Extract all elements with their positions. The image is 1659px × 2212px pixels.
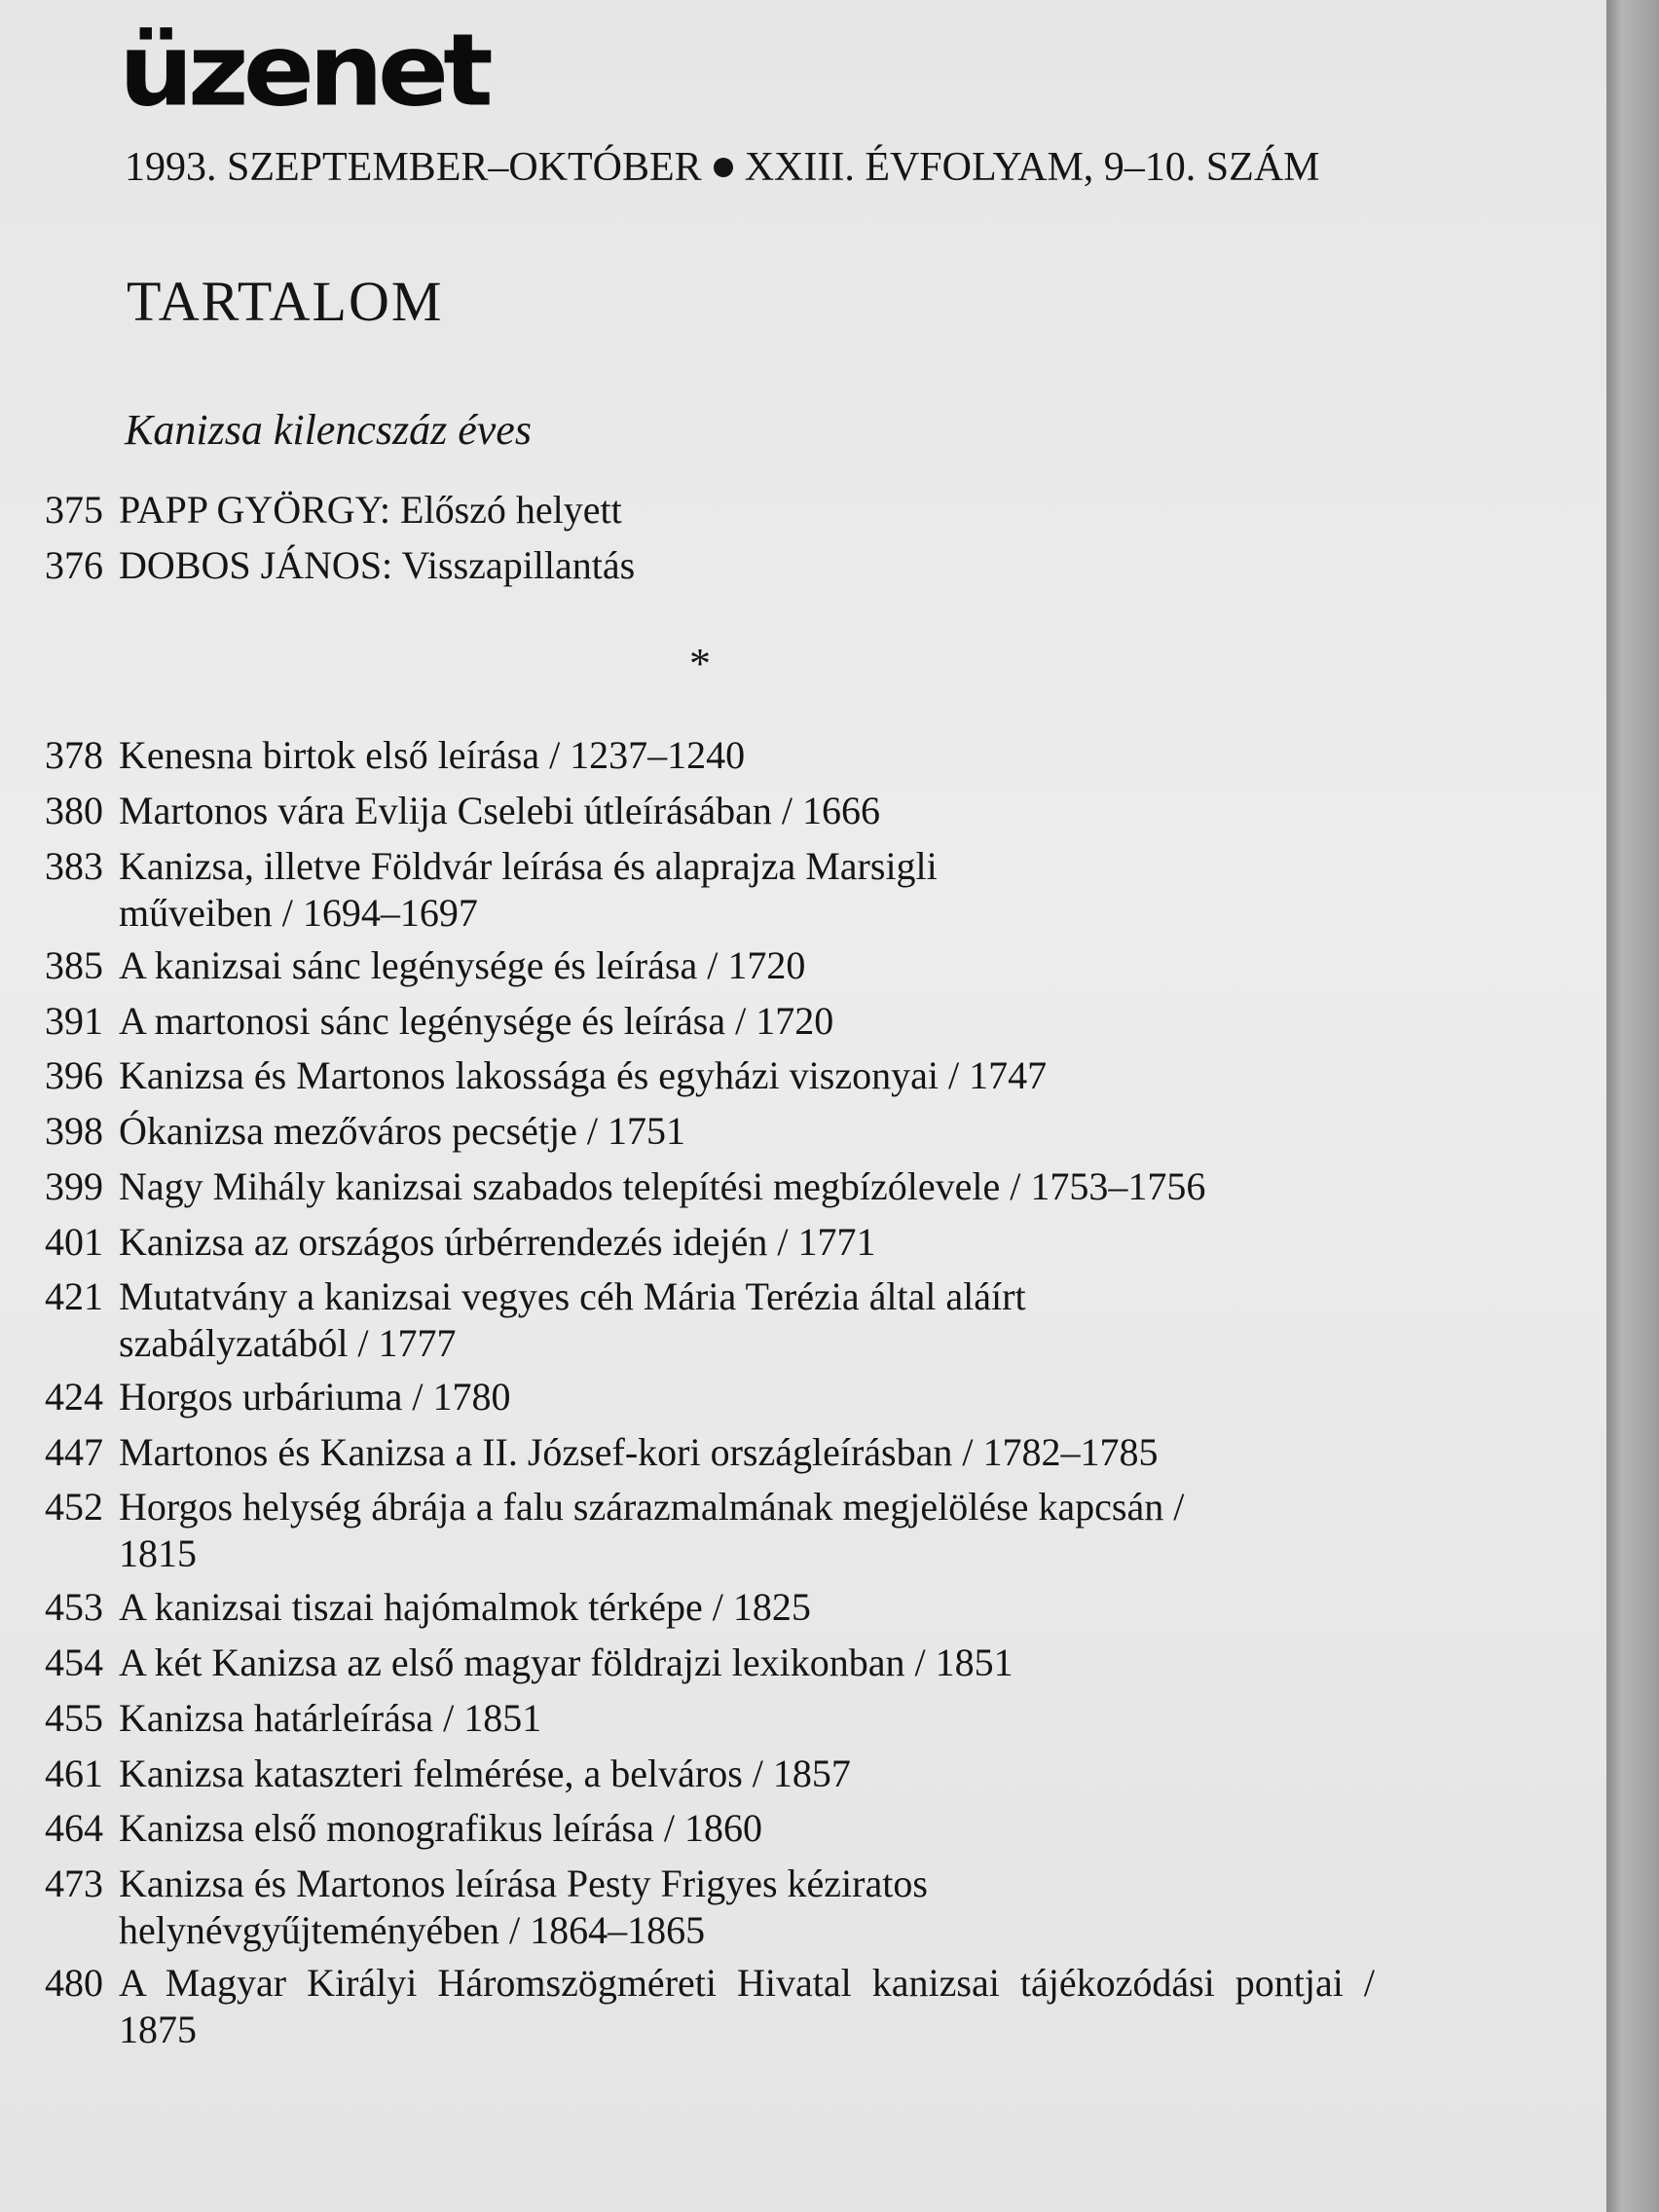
entry-page: 396 bbox=[45, 1053, 103, 1097]
entry-page: 383 bbox=[45, 844, 103, 888]
entry-page: 452 bbox=[45, 1485, 103, 1529]
entry-page: 455 bbox=[45, 1696, 103, 1740]
entry-text: Kanizsa határleírása / 1851 bbox=[119, 1696, 542, 1740]
entry-text: A martonosi sánc legénysége és leírása / 1720 bbox=[119, 999, 834, 1043]
entry-text: A két Kanizsa az első magyar földrajzi lexikonban / 1851 bbox=[119, 1641, 1014, 1684]
entry-page: 380 bbox=[45, 789, 103, 832]
entry-text: A kanizsai sánc legénysége és leírása / 1720 bbox=[119, 943, 806, 987]
entry-text: PAPP GYÖRGY: Előszó helyett bbox=[119, 488, 622, 532]
entry-text: Martonos vára Evlija Cselebi útleírásában / 1666 bbox=[119, 789, 881, 832]
entry-text: Horgos helység ábrája a falu szárazmalmának megjelölése kapcsán / 1815 bbox=[119, 1485, 1185, 1575]
entry-text: Ókanizsa mezőváros pecsétje / 1751 bbox=[119, 1109, 686, 1153]
entry-page: 480 bbox=[45, 1961, 103, 2005]
toc-title: TARTALOM bbox=[127, 270, 444, 333]
entry-page: 464 bbox=[45, 1806, 103, 1850]
entry-text: DOBOS JÁNOS: Visszapillantás bbox=[119, 543, 636, 587]
entry-page: 453 bbox=[45, 1585, 103, 1629]
issue-line bbox=[125, 140, 1320, 195]
bullet-dot-icon bbox=[714, 158, 733, 177]
entry-text: A kanizsai tiszai hajómalmok térképe / 1825 bbox=[119, 1585, 811, 1629]
entry-text: Kanizsa és Martonos lakossága és egyházi viszonyai / 1747 bbox=[119, 1053, 1048, 1097]
entry-text: Nagy Mihály kanizsai szabados telepítési megbízólevele / 1753–1756 bbox=[119, 1164, 1206, 1208]
magazine-logo: üzenet bbox=[119, 13, 488, 129]
entry-page: 424 bbox=[45, 1375, 103, 1419]
page-edge-shadow bbox=[1606, 0, 1659, 2212]
entry-text: Kanizsa az országos úrbérrendezés idején / 1771 bbox=[119, 1220, 876, 1264]
entry-page: 375 bbox=[45, 488, 103, 532]
entry-page: 461 bbox=[45, 1751, 103, 1795]
entry-text: Kanizsa és Martonos leírása Pesty Frigyes kéziratos helynévgyűjteményében / 1864–1865 bbox=[119, 1862, 928, 1952]
entry-page: 401 bbox=[45, 1220, 103, 1264]
entry-page: 447 bbox=[45, 1430, 103, 1474]
entry-page: 376 bbox=[45, 543, 103, 587]
issue-date: 1993. SZEPTEMBER–OKTÓBER bbox=[125, 145, 702, 190]
section-title: Kanizsa kilencszáz éves bbox=[125, 406, 532, 454]
entry-page: 378 bbox=[45, 733, 103, 777]
entry-page: 454 bbox=[45, 1641, 103, 1684]
entry-page: 473 bbox=[45, 1862, 103, 1905]
entry-text: Kanizsa, illetve Földvár leírása és alaprajza Marsigli műveiben / 1694–1697 bbox=[119, 844, 938, 935]
entry-page: 398 bbox=[45, 1109, 103, 1153]
entry-text: A Magyar Királyi Háromszögméreti Hivatal kanizsai tájékozódási pontjai / 1875 bbox=[119, 1961, 1375, 2051]
entry-text: Martonos és Kanizsa a II. József-kori országleírásban / 1782–1785 bbox=[119, 1430, 1159, 1474]
entry-text: Horgos urbáriuma / 1780 bbox=[119, 1375, 511, 1419]
entry-page: 385 bbox=[45, 943, 103, 987]
entry-page: 399 bbox=[45, 1164, 103, 1208]
entry-page: 391 bbox=[45, 999, 103, 1043]
entry-text: Mutatvány a kanizsai vegyes céh Mária Terézia által aláírt szabályzatából / 1777 bbox=[119, 1274, 1026, 1365]
entry-text: Kanizsa első monografikus leírása / 1860 bbox=[119, 1806, 762, 1850]
entry-page: 421 bbox=[45, 1274, 103, 1318]
entry-text: Kenesna birtok első leírása / 1237–1240 bbox=[119, 733, 746, 777]
entry-text: Kanizsa kataszteri felmérése, a belváros / 1857 bbox=[119, 1751, 851, 1795]
issue-volume: XXIII. ÉVFOLYAM, 9–10. SZÁM bbox=[744, 145, 1320, 190]
separator-asterisk: * bbox=[689, 640, 711, 687]
